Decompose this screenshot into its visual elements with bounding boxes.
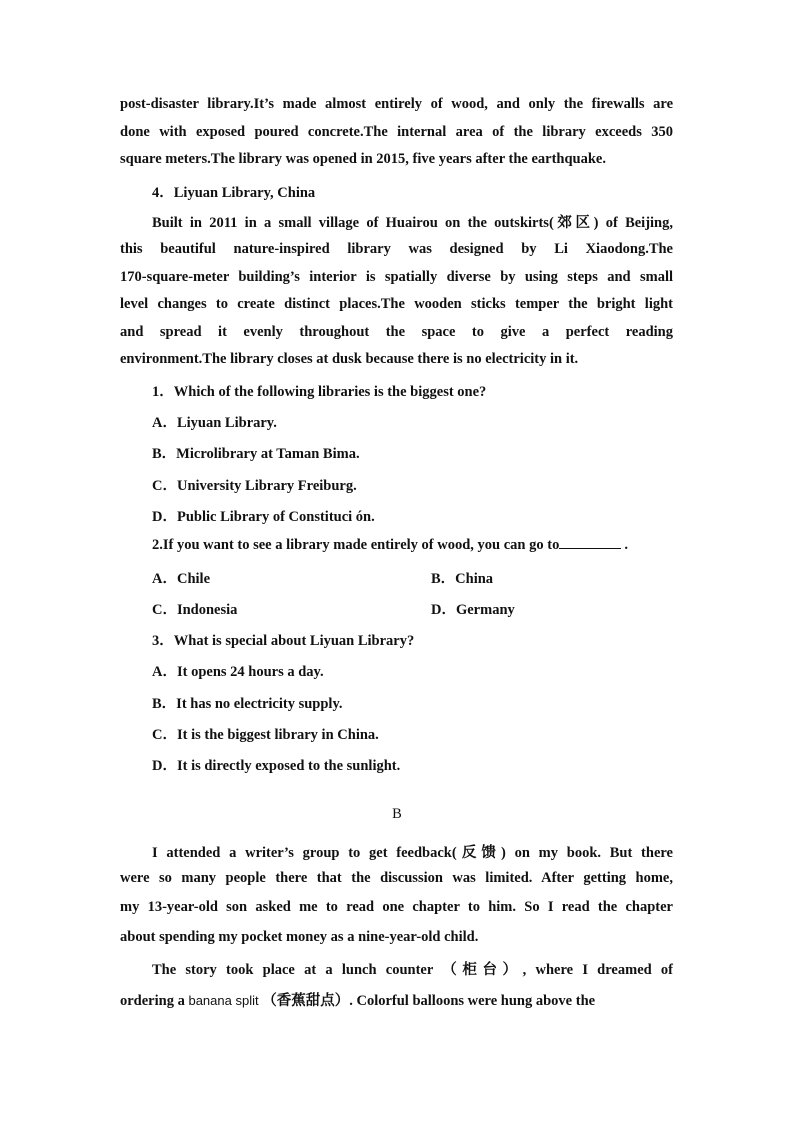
- option-b: B．Microlibrary at Taman Bima.: [152, 446, 360, 462]
- passage-line: 170-square-meter building’s interior is spatially diverse by using steps and small: [120, 269, 673, 285]
- option-d: D．Public Library of Constituci ón.: [152, 509, 375, 525]
- passage-line: my 13-year-old son asked me to read one chapter to him. So I read the chapter: [120, 899, 673, 915]
- passage-line: post-disaster library.It’s made almost entirely of wood, and only the firewalls are: [120, 96, 673, 112]
- passage-line: this beautiful nature-inspired library was designed by Li Xiaodong.The: [120, 241, 673, 257]
- passage-text: ordering a: [120, 993, 185, 1009]
- passage-line: about spending my pocket money as a nine-year-old child.: [120, 929, 479, 945]
- question-stem: 3．What is special about Liyuan Library?: [152, 633, 415, 649]
- item-heading: 4．Liyuan Library, China: [152, 185, 316, 201]
- option-b: B．It has no electricity supply.: [152, 696, 343, 712]
- section-title: B: [392, 806, 402, 822]
- passage-line: environment.The library closes at dusk because there is no electricity in it.: [120, 351, 579, 367]
- question-stem-text: 2.If you want to see a library made entirely of wood, you can go to: [152, 537, 560, 553]
- passage-line: done with exposed poured concrete.The internal area of the library exceeds 350: [120, 124, 673, 140]
- option-b: B．China: [431, 571, 494, 587]
- option-d: D．It is directly exposed to the sunlight.: [152, 758, 401, 774]
- passage-line: level changes to create distinct places.The wooden sticks temper the bright light: [120, 296, 673, 312]
- option-c: C．University Library Freiburg.: [152, 478, 357, 494]
- passage-line: were so many people there that the discussion was limited. After getting home,: [120, 870, 673, 886]
- question-stem-end: .: [624, 537, 628, 553]
- passage-text-term: banana split: [188, 993, 259, 1008]
- passage-text: （香蕉甜点）. Colorful balloons were hung above the: [262, 993, 596, 1009]
- passage-line: and spread it evenly throughout the space to give a perfect reading: [120, 324, 673, 340]
- answer-blank: [559, 536, 621, 549]
- option-a: A．Chile: [152, 571, 210, 587]
- option-a: A．Liyuan Library.: [152, 415, 277, 431]
- passage-line: The story took place at a lunch counter （柜台）, where I dreamed of: [152, 962, 673, 978]
- passage-line: I attended a writer’s group to get feedback(反馈) on my book. But there: [152, 845, 673, 861]
- passage-line: square meters.The library was opened in 2015, five years after the earthquake.: [120, 151, 606, 167]
- option-d: D．Germany: [431, 602, 515, 618]
- passage-line: [120, 989, 673, 1010]
- option-c: C．Indonesia: [152, 602, 238, 618]
- passage-line: Built in 2011 in a small village of Huairou on the outskirts(郊区) of Beijing,: [152, 215, 673, 231]
- question-stem: [152, 536, 673, 554]
- question-stem: 1．Which of the following libraries is the biggest one?: [152, 384, 487, 400]
- option-a: A．It opens 24 hours a day.: [152, 664, 324, 680]
- option-c: C．It is the biggest library in China.: [152, 727, 379, 743]
